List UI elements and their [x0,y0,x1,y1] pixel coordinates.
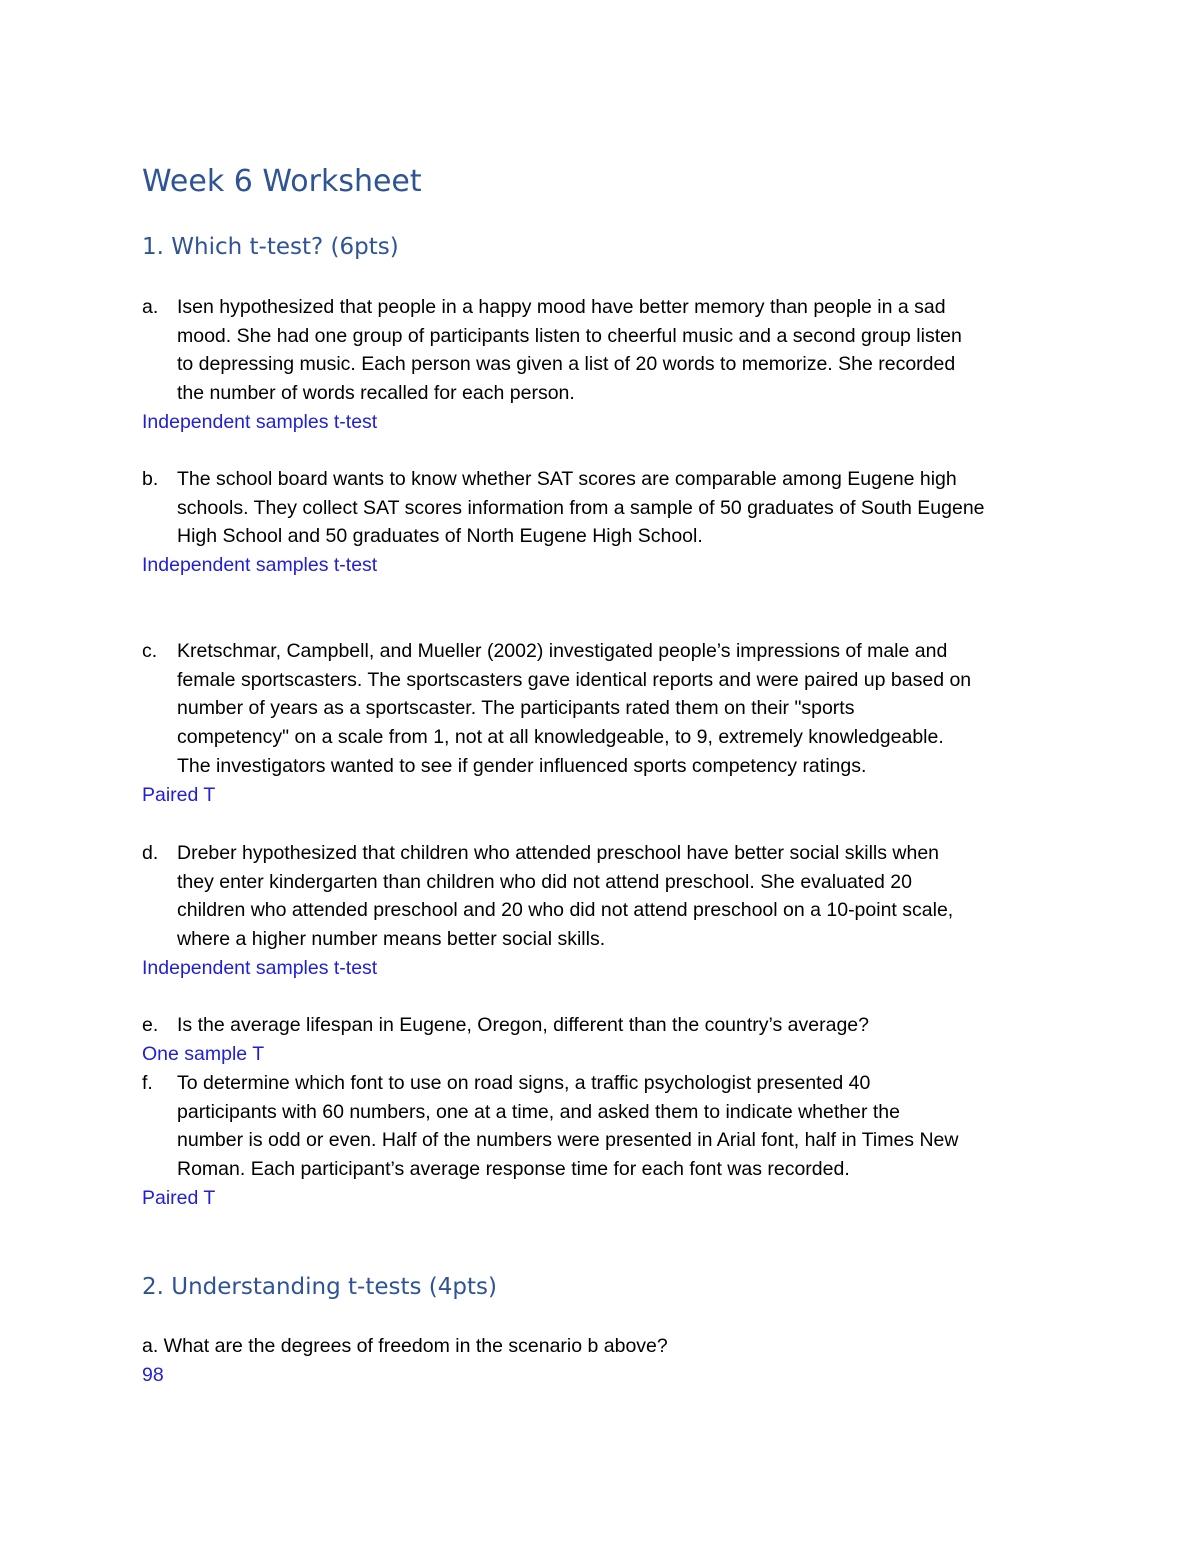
document-title: Week 6 Worksheet [142,164,422,199]
question-a [142,293,1072,437]
question-f [142,1069,1072,1213]
question-d [142,839,1072,983]
question-text: Isen hypothesized that people in a happy mood have better memory than people in a sad mood. She had one group of participants listen to cheerful music and a second group listen to depressing music. Each person was given a list of 20 words to memorize. She recorded the number of words recalled for each person. [177,296,962,405]
question-text: Kretschmar, Campbell, and Mueller (2002) investigated people’s impressions of male and female sportscasters. The sportscasters gave identical reports and were paired up based on number of years as a sportscaster. The participants rated them on their "sports competency" on a scale from 1, not at all knowledgeable, to 9, extremely knowledgeable. The investigators wanted to see if gender influenced sports competency ratings. [177,640,972,777]
section-1-heading: 1. Which t-test? (6pts) [142,234,399,260]
question-letter: d. [142,842,159,864]
question-b [142,465,1072,580]
answer-text: Independent samples t-test [142,410,378,433]
question-e [142,1011,1072,1068]
question-text: Dreber hypothesized that children who attended preschool have better social skills when they enter kindergarten than children who did not attend preschool. She evaluated 20 children who attended preschool and 20 who did not attend preschool on a 10-point scale, where a higher number means better social skills. [177,842,954,951]
answer-text: One sample T [142,1042,265,1065]
answer-text: Independent samples t-test [142,956,378,979]
question-c [142,637,1072,809]
question-letter: c. [142,640,158,662]
question-letter: f. [142,1072,153,1094]
question-text: To determine which font to use on road signs, a traffic psychologist presented 40 participants with 60 numbers, one at a time, and asked them to indicate whether the number is odd or even. Half of the numbers were presented in Arial font, half in Times New Roman. Each participant’s average response time for each font was recorded. [177,1072,959,1181]
answer-text: Paired T [142,1186,216,1209]
answer-text: Paired T [142,783,216,806]
answer-2a: 98 [142,1364,164,1386]
section-2-heading: 2. Understanding t-tests (4pts) [142,1274,497,1300]
question-letter: e. [142,1014,159,1036]
question-2a-text: a. What are the degrees of freedom in the scenario b above? [142,1335,668,1357]
question-letter: b. [142,468,159,490]
question-text: Is the average lifespan in Eugene, Oregon, different than the country’s average? [177,1014,869,1036]
question-letter: a. [142,296,159,318]
question-text: The school board wants to know whether SAT scores are comparable among Eugene high schools. They collect SAT scores information from a sample of 50 graduates of South Eugene High School and 50 graduates of North Eugene High School. [177,468,985,548]
answer-text: Independent samples t-test [142,554,378,577]
